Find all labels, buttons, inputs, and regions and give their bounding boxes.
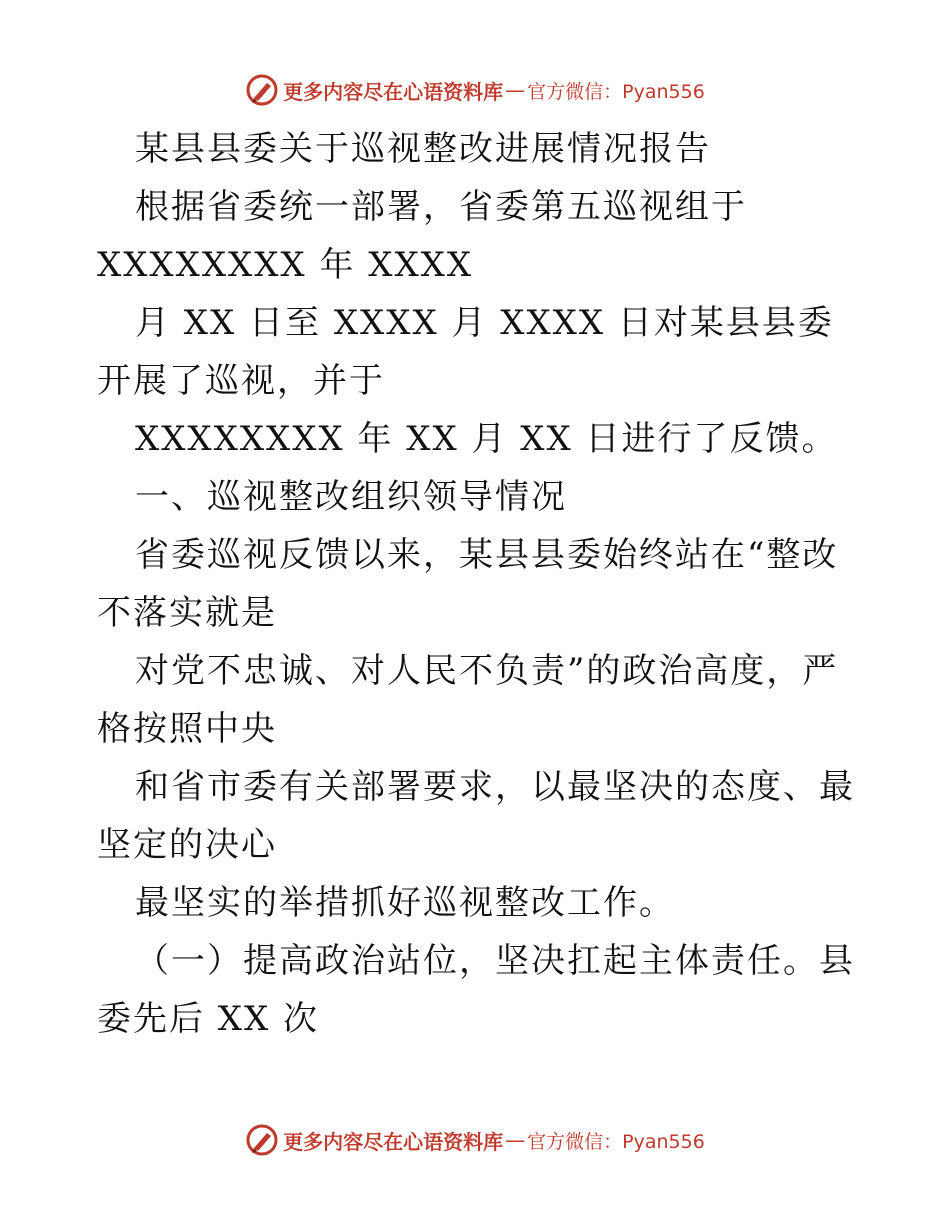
paragraph: XXXXXXXX 年 XX 月 XX 日进行了反馈。	[135, 419, 838, 459]
banner-text: 更多内容尽在心语资料库	[283, 1129, 504, 1154]
banner-dash: —	[505, 1128, 526, 1152]
banner-wechat: 官方微信：Pyan556	[527, 80, 705, 103]
paragraph: 省委巡视反馈以来，某县县委始终站在“整改不落实就是	[97, 535, 839, 633]
pen-logo-icon	[245, 1123, 279, 1157]
banner-text: 更多内容尽在心语资料库	[283, 79, 504, 104]
banner-wechat: 官方微信：Pyan556	[527, 1130, 705, 1153]
document-body	[97, 120, 857, 1048]
paragraph: 和省市委有关部署要求，以最坚决的态度、最坚定的决心	[97, 767, 855, 865]
header-banner	[0, 70, 950, 110]
paragraph: 月 XX 日至 XXXX 月 XXXX 日对某县县委开展了巡视，并于	[97, 303, 834, 401]
paragraph: 根据省委统一部署，省委第五巡视组于	[135, 187, 747, 227]
subsection-heading: （一）提高政治站位，坚决扛起主体责任。县委先后 XX 次	[97, 941, 855, 1039]
section-heading: 一、巡视整改组织领导情况	[135, 477, 567, 517]
paragraph: 最坚实的举措抓好巡视整改工作。	[135, 883, 675, 923]
pen-logo-icon	[245, 73, 279, 107]
document-title: 某县县委关于巡视整改进展情况报告	[135, 129, 711, 169]
paragraph: XXXXXXXX 年 XXXX	[97, 245, 474, 285]
footer-banner	[0, 1120, 950, 1160]
banner-dash: —	[505, 78, 526, 102]
paragraph: 对党不忠诚、对人民不负责”的政治高度，严格按照中央	[97, 651, 839, 749]
